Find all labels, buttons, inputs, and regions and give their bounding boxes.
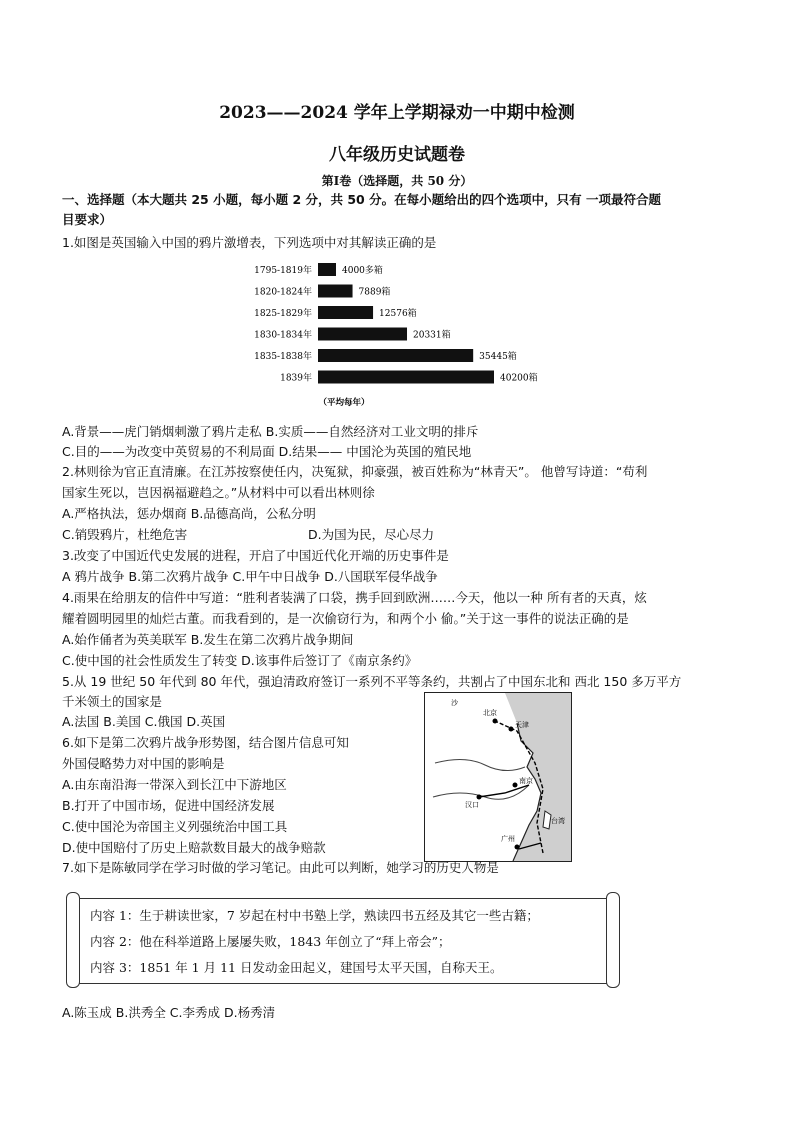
- nanjing-dot: [513, 783, 518, 788]
- chart-category-label: 1839年: [280, 373, 312, 384]
- chart-value-label: 35445箱: [479, 352, 517, 362]
- q5-stem-line2: 千米领土的国家是: [62, 694, 163, 709]
- map-label-hankou: 汉口: [465, 801, 479, 809]
- chart-category-label: 1820-1824年: [254, 287, 312, 298]
- q7-options: A.陈玉成 B.洪秀全 C.李秀成 D.杨秀清: [62, 1005, 276, 1020]
- q2-options-ab: A.严格执法，惩办烟商 B.品德高尚，公私分明: [62, 506, 316, 521]
- chart-bar: [318, 371, 494, 384]
- map-svg: [425, 693, 571, 861]
- chart-value-label: 20331箱: [413, 330, 451, 341]
- q2-stem-line2: 国家生死以，岂因祸福避趋之。”从材料中可以看出林则徐: [62, 485, 375, 500]
- opium-import-chart: [240, 258, 560, 418]
- q4-options-cd: C.使中国的社会性质发生了转变 D.该事件后签订了《南京条约》: [62, 653, 418, 668]
- exam-subtitle: 八年级历史试题卷: [329, 145, 465, 165]
- note-item-2: 内容 2：他在科举道路上屡屡失败，1843 年创立了“拜上帝会”；: [90, 934, 451, 949]
- chart-bar: [318, 263, 336, 276]
- beijing-dot: [493, 719, 498, 724]
- map-label-guangzhou: 广州: [501, 835, 515, 843]
- chart-bar: [318, 285, 353, 298]
- second-opium-war-map: [424, 692, 572, 862]
- q4-options-ab: A.始作俑者为英美联军 B.发生在第二次鸦片战争期间: [62, 632, 354, 647]
- map-label-nanjing: 南京: [519, 777, 533, 785]
- note-item-1: 内容 1：生于耕读世家，7 岁起在村中书塾上学，熟读四书五经及其它一些古籍；: [90, 908, 539, 923]
- q1-options-ab: A.背景——虎门销烟刺激了鸦片走私 B.实质——自然经济对工业文明的排斥: [62, 424, 479, 439]
- map-label-tl: 沙: [451, 699, 458, 707]
- q6-option-b: B.打开了中国市场，促进中国经济发展: [62, 798, 275, 813]
- taiwan-island: [543, 811, 551, 829]
- chart-value-label: 7889箱: [358, 287, 391, 298]
- chart-value-label: 40200箱: [500, 373, 538, 384]
- section-instructions-line2: 目要求）: [62, 212, 113, 227]
- chart-x-label: （平均每年）: [318, 398, 370, 408]
- map-label-tianjin: 天津: [515, 721, 529, 729]
- q5-options: A.法国 B.美国 C.俄国 D.英国: [62, 714, 226, 729]
- q1-stem: 1.如图是英国输入中国的鸦片激增表，下列选项中对其解读正确的是: [62, 235, 437, 250]
- q2-option-c: C.销毁鸦片，杜绝危害: [62, 527, 188, 542]
- q7-stem: 7.如下是陈敏同学在学习时做的学习笔记。由此可以判断，她学习的历史人物是: [62, 860, 499, 875]
- q5-stem-line1: 5.从 19 世纪 50 年代到 80 年代，强迫清政府签订一系列不平等条约，共割占了中国东北和 西北 150 多万平方: [62, 674, 682, 689]
- q6-stem-line2: 外国侵略势力对中国的影响是: [62, 756, 225, 771]
- chart-bar: [318, 306, 373, 319]
- map-label-taiwan: 台湾: [551, 817, 565, 825]
- chart-category-label: 1835-1838年: [254, 352, 312, 362]
- chart-value-label: 4000多箱: [342, 266, 383, 276]
- part-heading: 第Ⅰ卷（选择题，共 50 分）: [321, 174, 473, 188]
- chart-bar: [318, 349, 473, 362]
- exam-title: 2023——2024 学年上学期禄劝一中期中检测: [219, 103, 575, 123]
- q6-option-d: D.使中国赔付了历史上赔款数目最大的战争赔款: [62, 840, 326, 855]
- chart-bar: [318, 328, 407, 341]
- q4-stem-line2: 耀着圆明园里的灿烂古董。而我看到的，是一次偷窃行为，和两个小 偷。”关于这一事件的说法正确的是: [62, 611, 629, 626]
- chart-category-label: 1830-1834年: [254, 330, 312, 341]
- section-instructions-line1: 一、选择题（本大题共 25 小题，每小题 2 分，共 50 分。在每小题给出的四个选项中，只有 一项最符合题: [62, 192, 661, 207]
- scroll-roll-left: [66, 892, 80, 988]
- q3-stem: 3.改变了中国近代史发展的进程，开启了中国近代化开端的历史事件是: [62, 548, 449, 563]
- study-notes-scroll: [64, 892, 624, 990]
- chart-category-label: 1825-1829年: [254, 309, 312, 319]
- q6-stem-line1: 6.如下是第二次鸦片战争形势图，结合图片信息可知: [62, 735, 349, 750]
- tianjin-dot: [509, 727, 514, 732]
- opium-chart-svg: [240, 258, 560, 418]
- note-item-3: 内容 3：1851 年 1 月 11 日发动金田起义，建国号太平天国，自称天王。: [90, 960, 503, 975]
- q6-option-a: A.由东南沿海一带深入到长江中下游地区: [62, 777, 287, 792]
- scroll-roll-right: [606, 892, 620, 988]
- map-label-beijing: 北京: [483, 709, 497, 717]
- chart-category-label: 1795-1819年: [254, 266, 312, 276]
- guangzhou-dot: [515, 845, 520, 850]
- hankou-dot: [477, 795, 482, 800]
- q2-option-d: D.为国为民，尽心尽力: [308, 527, 435, 542]
- q4-stem-line1: 4.雨果在给朋友的信件中写道：“胜利者装满了口袋，携手回到欧洲……今天，他以一种 所有者的天真，炫: [62, 590, 647, 605]
- yellow-river: [435, 759, 525, 770]
- chart-value-label: 12576箱: [379, 309, 417, 319]
- q6-option-c: C.使中国沦为帝国主义列强统治中国工具: [62, 819, 288, 834]
- q1-options-cd: C.目的——为改变中英贸易的不利局面 D.结果—— 中国沦为英国的殖民地: [62, 444, 472, 459]
- q3-options: A 鸦片战争 B.第二次鸦片战争 C.甲午中日战争 D.八国联军侵华战争: [62, 569, 438, 584]
- q2-stem-line1: 2.林则徐为官正直清廉。在江苏按察使任内，决冤狱，抑豪强，被百姓称为“林青天”。 他曾写诗道：“苟利: [62, 464, 648, 479]
